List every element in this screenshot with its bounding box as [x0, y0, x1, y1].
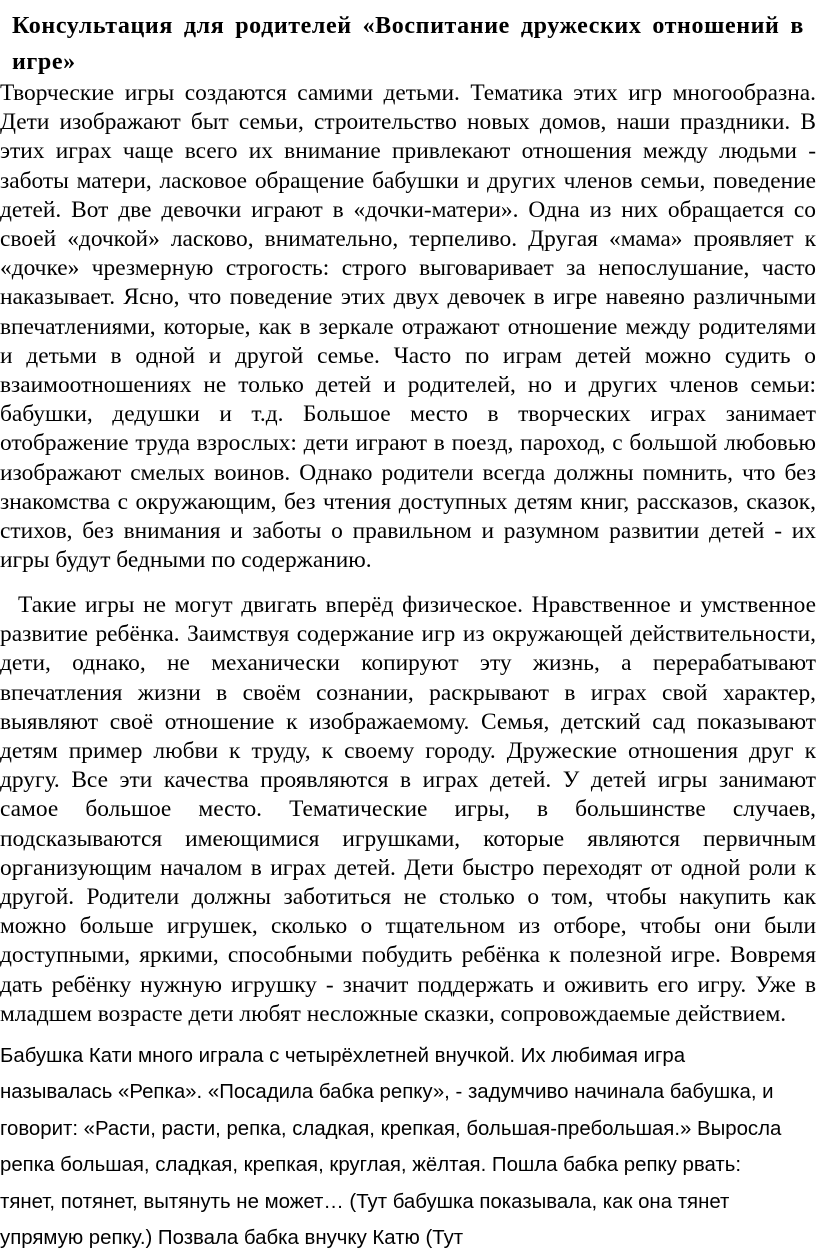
paragraph-2: Такие игры не могут двигать вперёд физическое. Нравственное и умственное развитие ребёнка. Заимствуя содержание игр из окружающей действительности, дети, однако, не механически копируют эту жизнь, а перерабатывают впечатления жизни в своём сознании, раскрывают в играх свой характер, выявляют своё отношение к изображаемому. Семья, детский сад показывают детям пример любви к труду, к своему городу. Дружеские отношения друг к другу. Все эти качества проявляются в играх детей. У детей игры занимают самое большое место. Тематические игры, в большинстве случаев, подсказываются имеющимися игрушками, которые являются первичным организующим началом в играх детей. Дети быстро переходят от одной роли к другой. Родители должны заботиться не столько о том, чтобы накупить как можно больше игрушек, сколько о тщательном из отборе, чтобы они были доступными, яркими, способными побудить ребёнка к полезной игре. Вовремя дать ребёнку нужную игрушку - значит поддержать и оживить его игру. Уже в младшем возрасте дети любят несложные сказки, сопровождаемые действием. [0, 592, 816, 1027]
document-title: Консультация для родителей «Воспитание дружеских отношений в игре» [12, 13, 804, 75]
paragraph-1: Творческие игры создаются самими детьми. Тематика этих игр многообразна. Дети изображают быт семьи, строительство новых домов, наши праздники. В этих играх чаще всего их внимание привлекают отношения между людьми - заботы матери, ласковое обращение бабушки и других членов семьи, поведение детей. Вот две девочки играют в «дочки-матери». Одна из них обращается со своей «дочкой» ласково, внимательно, терпеливо. Другая «мама» проявляет к «дочке» чрезмерную строгость: строго выговаривает за непослушание, часто наказывает. Ясно, что поведение этих двух девочек в игре навеяно различными впечатлениями, которые, как в зеркале отражают отношение между родителями и детьми в одной и другой семье. Часто по играм детей можно судить о взаимоотношениях не только детей и родителей, но и других членов семьи: бабушки, дедушки и т.д. Большое место в творческих играх занимает отображение труда взрослых: дети играют в поезд, пароход, с большой любовью изображают смелых воинов. Однако родители всегда должны помнить, что без знакомства с окружающим, без чтения доступных детям книг, рассказов, сказок, стихов, без внимания и заботы о правильном и разумном развитии детей - их игры будут бедными по содержанию. [0, 80, 816, 574]
paragraph-3: Бабушка Кати много играла с четырёхлетней внучкой. Их любимая игра называлась «Репка». «Посадила бабка репку», - задумчиво начинала бабушка, и говорит: «Расти, расти, репка, сладкая, крепкая, большая-пребольшая.» Выросла репка большая, сладкая, крепкая, круглая, жёлтая. Пошла бабка репку рвать: тянет, потянет, вытянуть не может… (Тут бабушка показывала, как она тянет упрямую репку.) Позвала бабка внучку Катю (Тут [0, 1045, 782, 1250]
